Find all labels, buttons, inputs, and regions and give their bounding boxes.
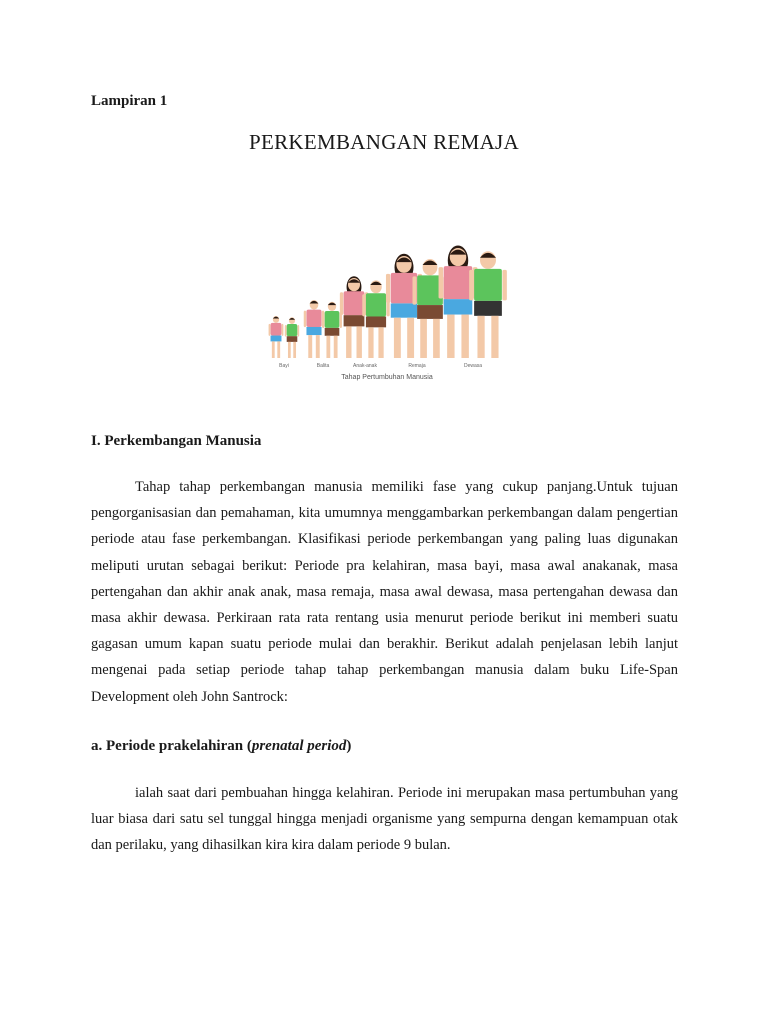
girl-figure-3: [340, 276, 368, 358]
girl-figure-2: [304, 300, 325, 358]
stage-label: Dewasa: [463, 363, 483, 369]
stage-label: Anak-anak: [353, 363, 377, 369]
growth-stages-figure: [262, 226, 512, 388]
stage-label: Bayi: [279, 363, 289, 369]
subsection-paragraph: ialah saat dari pembuahan hingga kelahiran. Periode ini merupakan masa pertumbuhan yang luar biasa dari satu sel tunggal hingga menjadi organisme yang sempurna dengan kemampuan otak dan perilaku, yang dihasilkan kira kira dalam periode 9 bulan.: [91, 785, 678, 854]
heading-suffix: ): [346, 738, 352, 754]
section-heading: I. Perkembangan Manusia: [91, 433, 262, 449]
girl-figure-5: [439, 246, 478, 358]
boy-figure-2: [322, 302, 342, 358]
stage-label: Balita: [316, 363, 330, 369]
girl-figure-1: [269, 316, 284, 358]
heading-prefix: a. Periode prakelahiran (: [91, 738, 252, 754]
heading-italic: prenatal period: [251, 738, 347, 754]
figure-caption: Tahap Pertumbuhan Manusia: [341, 374, 433, 381]
boy-figure-1: [285, 317, 299, 358]
boy-figure-3: [362, 280, 389, 358]
subsection-heading: [91, 738, 351, 755]
girl-figure-4: [386, 254, 422, 358]
growth-stages-illustration: [262, 226, 512, 371]
section-paragraph: Tahap tahap perkembangan manusia memiliki fase yang cukup panjang.Untuk tujuan pengorganisasian dan pemahaman, kita umumnya menggambarkan perkembangan dalam pengertian periode atau fase perkembangan. Klasifikasi periode perkembangan yang paling luas digunakan meliputi urutan sebagai berikut: Periode pra kelahiran, masa bayi, masa awal anakanak, masa pertengahan dan akhir anak anak, masa remaja, masa awal dewasa, masa pertengahan dewasa dan masa akhir dewasa. Perkiraan rata rata rentang usia menurut periode berikut ini memberi suatu gagasan umum kapan suatu periode mulai dan berakhir. Berikut adalah penjelasan lebih lanjut mengenai pada setiap periode tahap tahap perkembangan manusia dalam buku Life-Span Development oleh John Santrock:: [91, 479, 678, 705]
document-title: PERKEMBANGAN REMAJA: [249, 130, 519, 154]
stage-label: Remaja: [408, 363, 426, 369]
appendix-label: Lampiran 1: [91, 93, 168, 109]
